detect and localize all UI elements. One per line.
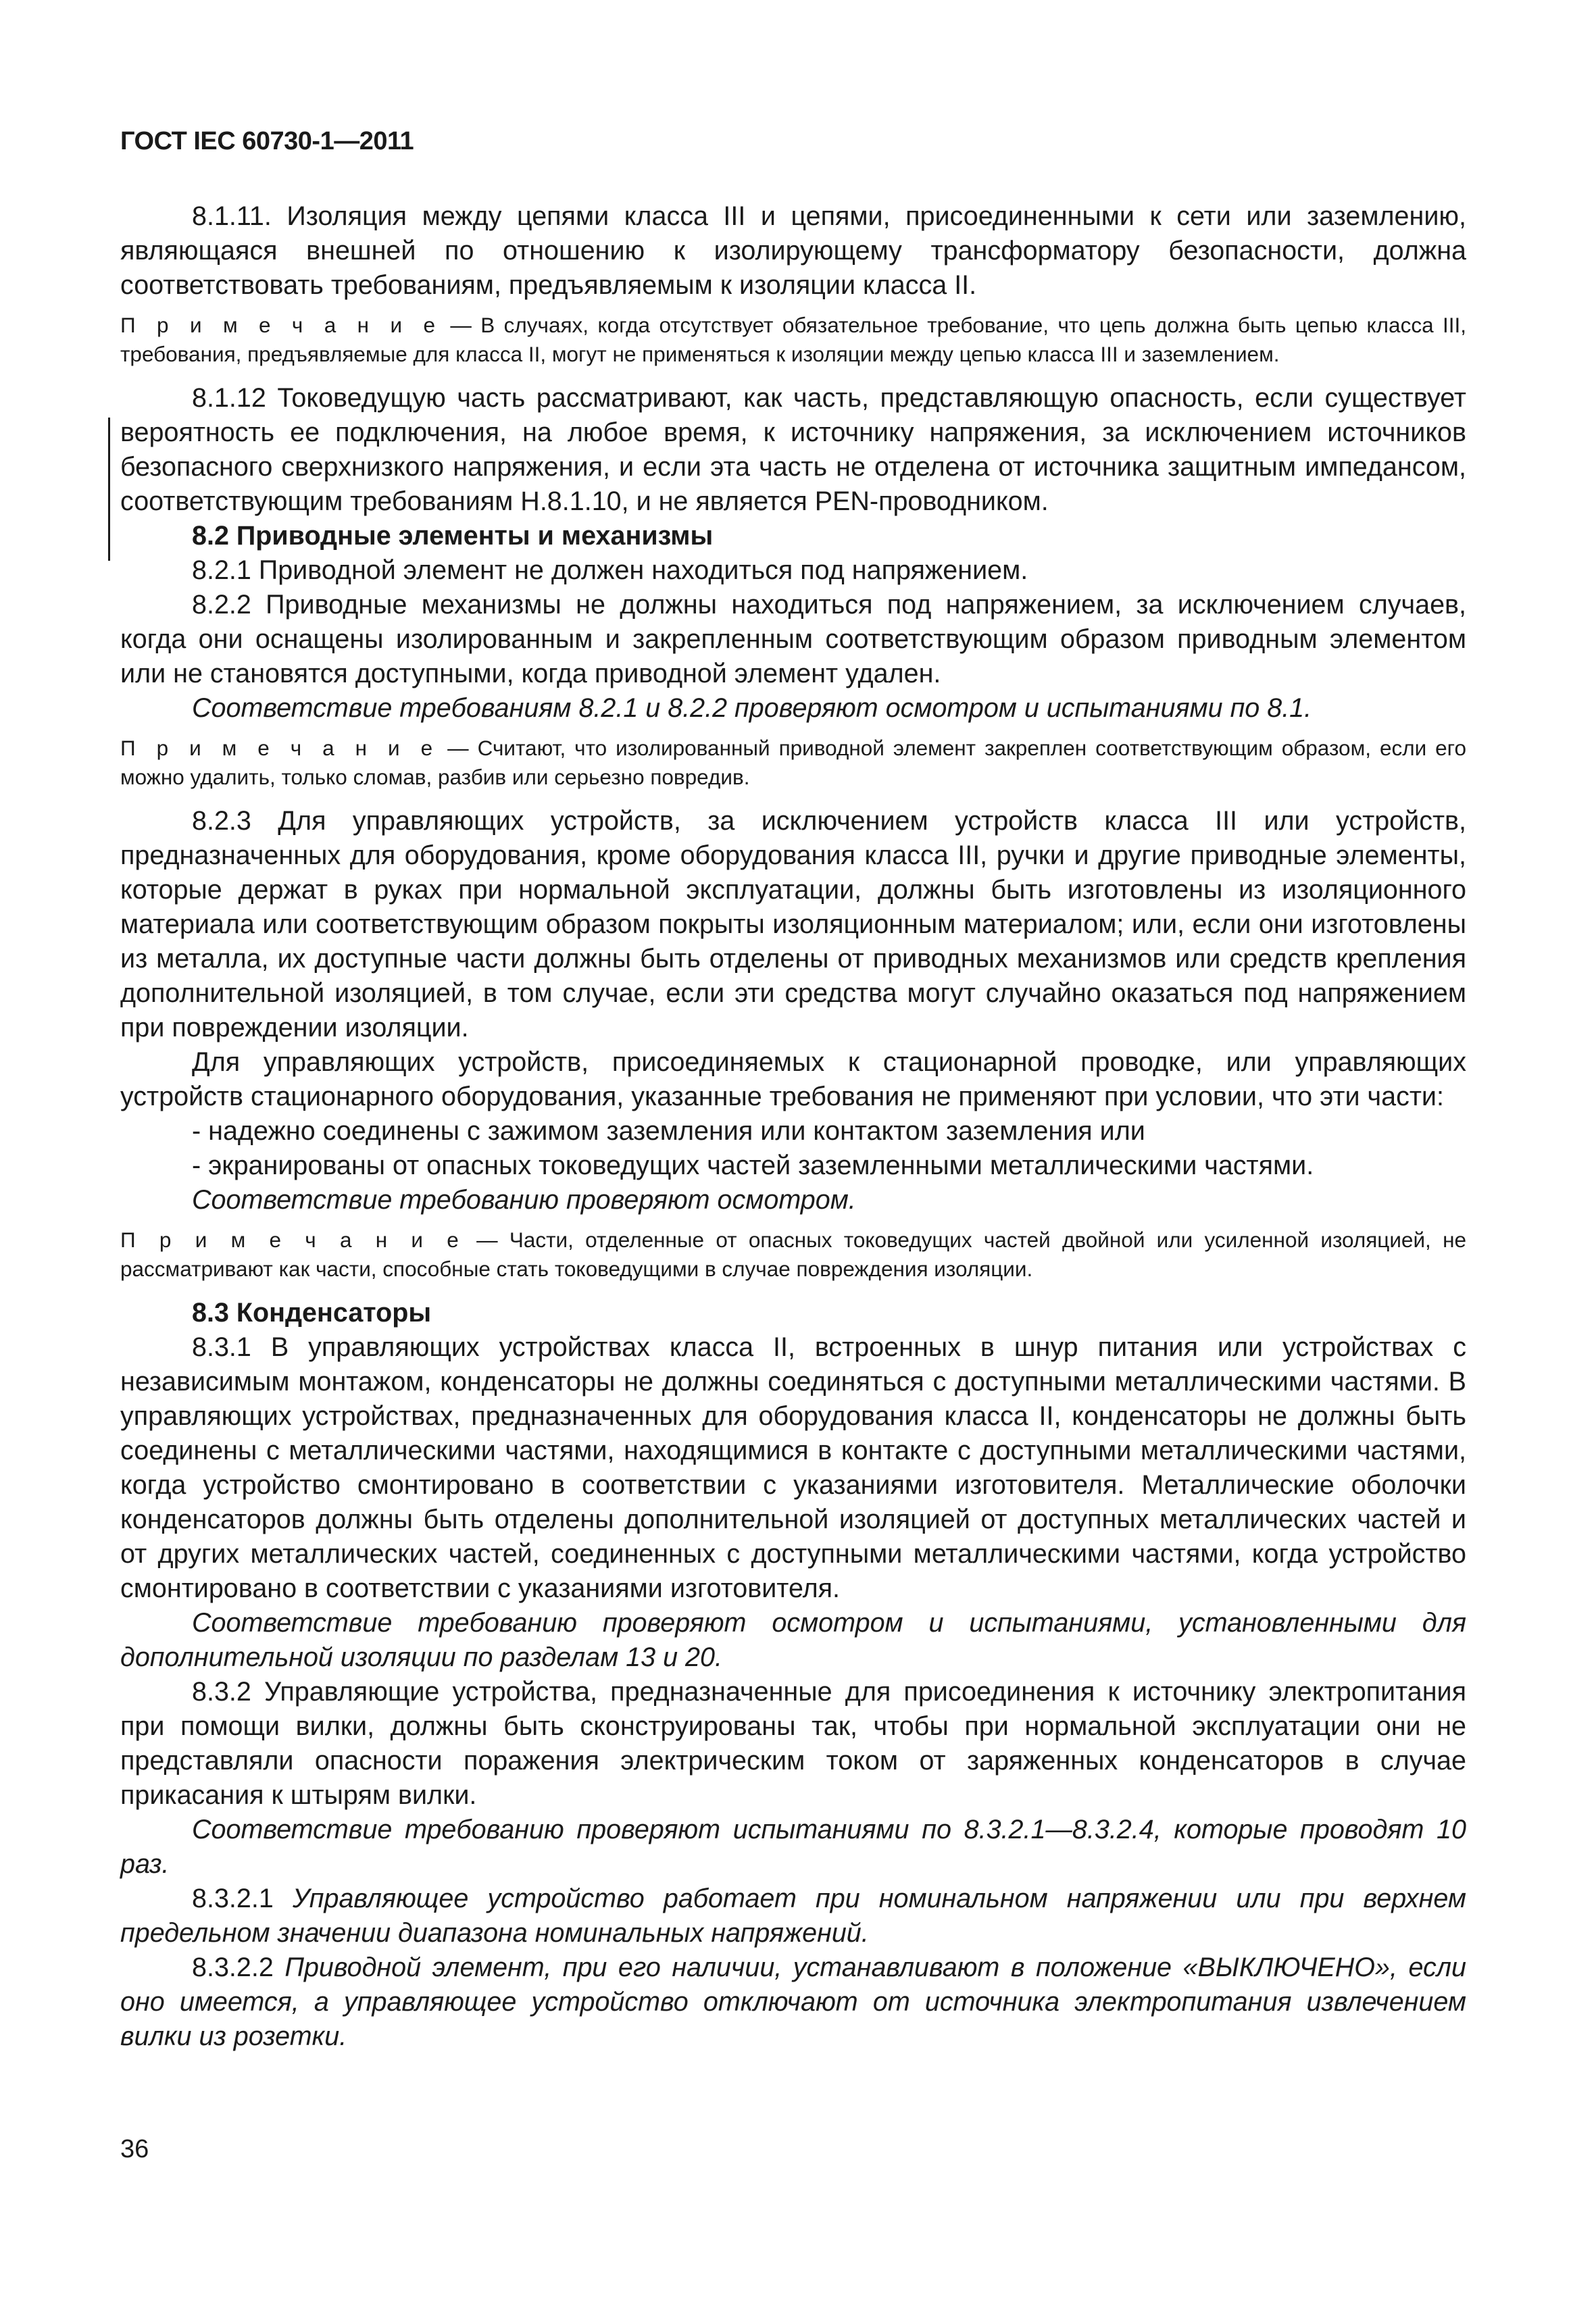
heading-8-3: 8.3 Конденсаторы: [192, 1298, 432, 1328]
note-label: П р и м е ч а н и е: [120, 1228, 465, 1252]
compliance-8-3-2: Соответствие требованию проверяют испытаниями по 8.3.2.1—8.3.2.4, которые проводят 10 раз.: [120, 1815, 1466, 1879]
page-number: 36: [120, 2135, 149, 2163]
note-8-1-11: [120, 311, 1466, 369]
note-text: — Части, отделенные от опасных токоведущих частей двойной или усиленной изоляцией, не рассматривают как части, способные стать токоведущими в случае повреждения изоляции.: [120, 1228, 1466, 1281]
clause-number: 8.3.2.2: [192, 1953, 285, 1982]
clause-8-1-12: 8.1.12 Токоведущую часть рассматривают, как часть, представляющую опасность, если существует вероятность ее подключения, на любое время, к источнику напряжения, за исключением источников безопасного сверхнизкого напряжения, и если эта часть не отделена от источника защитным импедансом, соответствующим требованиям Н.8.1.10, и не является PEN-проводником.: [120, 383, 1466, 516]
clause-8-3-1: 8.3.1 В управляющих устройствах класса II, встроенных в шнур питания или устройствах с независимым монтажом, конденсаторы не должны соединяться с доступными металлическими частями. В управляющих устройствах, предназначенных для оборудования класса II, конденсаторы не должны быть соединены с металлическими частями, находящимися в контакте с доступными металлическими частями, когда устройство смонтировано в соответствии с указаниями изготовителя. Металлические оболочки конденсаторов должны быть отделены дополнительной изоляцией от доступных металлических частей и от других металлических частей, соединенных с доступными металлическими частями, когда устройство смонтировано в соответствии с указаниями изготовителя.: [120, 1332, 1466, 1603]
note-text: — Считают, что изолированный приводной элемент закреплен соответствующим образом, если его можно удалить, только сломав, разбив или серьезно повредив.: [120, 736, 1466, 789]
clause-8-2-3: 8.2.3 Для управляющих устройств, за исключением устройств класса III или устройств, предназначенных для оборудования, кроме оборудования класса III, ручки и другие приводные элементы, которые держат в руках при нормальной эксплуатации, должны быть изготовлены из изоляционного материала или соответствующим образом покрыты изоляционным материалом; или, если они изготовлены из металла, их доступные части должны быть отделены от приводных механизмов или средств крепления дополнительной изоляцией, в том случае, если эти средства могут случайно оказаться под напряжением при повреждении изоляции.: [120, 806, 1466, 1042]
compliance-8-3-1: Соответствие требованию проверяют осмотром и испытаниями, установленными для дополнительной изоляции по разделам 13 и 20.: [120, 1608, 1466, 1672]
clause-text: Приводной элемент, при его наличии, устанавливают в положение «ВЫКЛЮЧЕНО», если оно имеется, а управляющее устройство отключают от источника электропитания извлечением вилки из розетки.: [120, 1953, 1466, 2051]
clause-text: Управляющее устройство работает при номинальном напряжении или при верхнем предельном значении диапазона номинальных напряжений.: [120, 1884, 1466, 1948]
standard-header: ГОСТ IEC 60730-1—2011: [120, 127, 414, 155]
clause-8-3-2-1: [120, 1882, 1466, 1951]
note-text: — В случаях, когда отсутствует обязательное требование, что цепь должна быть цепью класса III, требования, предъявляемые для класса II, могут не применяться к изоляции между цепью класса III и заземлением.: [120, 313, 1466, 366]
note-8-2-2: [120, 734, 1466, 792]
clause-8-3-2: 8.3.2 Управляющие устройства, предназначенные для присоединения к источнику электропитания при помощи вилки, должны быть сконструированы так, чтобы при нормальной эксплуатации они не представляли опасности поражения электрическим током от заряженных конденсаторов в случае прикасания к штырям вилки.: [120, 1677, 1466, 1810]
clause-8-2-3-fixed-wiring: Для управляющих устройств, присоединяемых к стационарной проводке, или управляющих устройств стационарного оборудования, указанные требования не применяют при условии, что эти части:: [120, 1047, 1466, 1111]
revision-change-bar: [108, 418, 110, 561]
clause-8-3-2-2: [120, 1951, 1466, 2054]
heading-8-2: 8.2 Приводные элементы и механизмы: [192, 521, 714, 551]
clause-8-1-11: 8.1.11. Изоляция между цепями класса III и цепями, присоединенными к сети или заземлению, являющаяся внешней по отношению к изолирующему трансформатору безопасности, должна соответствовать требованиям, предъявляемым к изоляции класса II.: [120, 201, 1466, 300]
note-label: П р и м е ч а н и е: [120, 736, 439, 760]
list-item: - экранированы от опасных токоведущих частей заземленными металлическими частями.: [192, 1151, 1314, 1180]
compliance-8-2-3: Соответствие требованию проверяют осмотром.: [192, 1185, 856, 1215]
note-label: П р и м е ч а н и е: [120, 313, 441, 337]
list-item: - надежно соединены с зажимом заземления или контактом заземления или: [192, 1116, 1145, 1146]
clause-8-2-2: 8.2.2 Приводные механизмы не должны находиться под напряжением, за исключением случаев, когда они оснащены изолированным и закрепленным соответствующим образом приводным элементом или не становятся доступными, когда приводной элемент удален.: [120, 590, 1466, 688]
note-8-2-3: [120, 1226, 1466, 1284]
document-body: [120, 199, 1466, 2054]
compliance-8-2-2: Соответствие требованиям 8.2.1 и 8.2.2 проверяют осмотром и испытаниями по 8.1.: [192, 693, 1312, 723]
clause-8-2-1: 8.2.1 Приводной элемент не должен находиться под напряжением.: [192, 555, 1028, 585]
clause-number: 8.3.2.1: [192, 1884, 293, 1913]
